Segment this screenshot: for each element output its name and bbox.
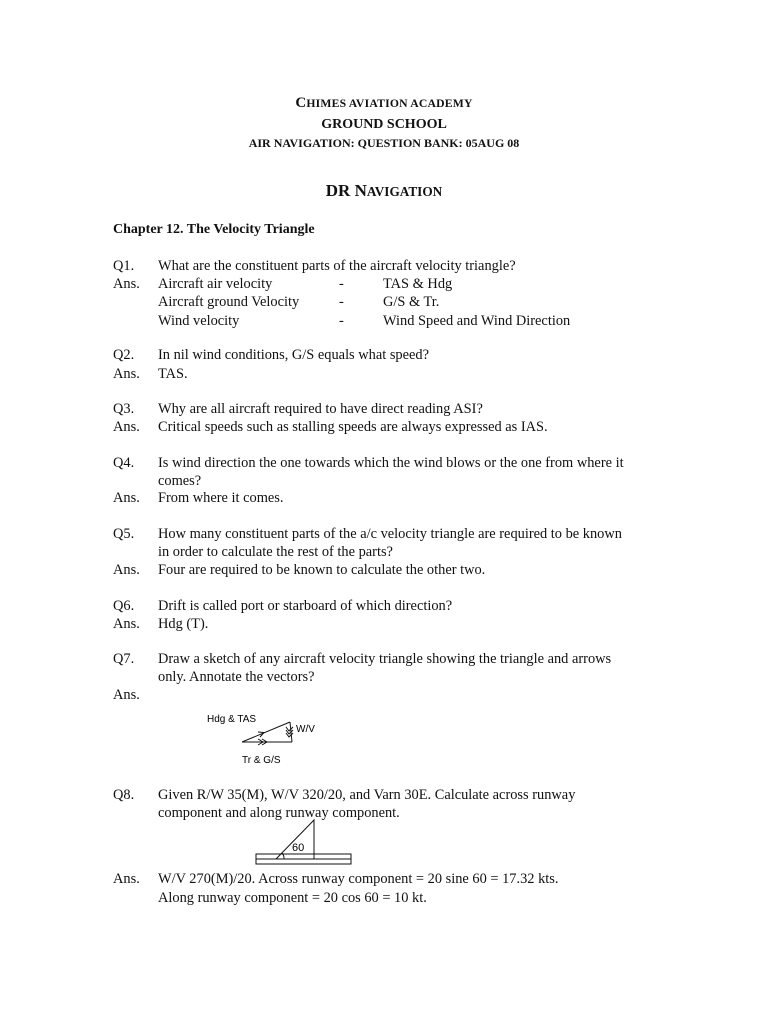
section-lead: DR N — [325, 181, 367, 200]
q6-answer: Hdg (T). — [158, 616, 209, 632]
q3-label: Q3. — [113, 401, 135, 417]
q7-text: only. Annotate the vectors? — [158, 669, 315, 685]
angle-label: 60 — [292, 842, 305, 854]
q1-row-dash: - — [339, 313, 344, 329]
q8-answer: Along runway component = 20 cos 60 = 10 kt. — [158, 890, 427, 906]
chapter-heading: Chapter 12. The Velocity Triangle — [113, 222, 315, 237]
velocity-triangle-diagram — [200, 708, 330, 770]
q2-text: In nil wind conditions, G/S equals what speed? — [158, 347, 429, 363]
runway-component-diagram — [250, 818, 360, 870]
q3-text: Why are all aircraft required to have direct reading ASI? — [158, 401, 483, 417]
q1-row-item: Wind velocity — [158, 313, 240, 329]
q2-label: Q2. — [113, 347, 135, 363]
hdg-tas-label: Hdg & TAS — [207, 714, 257, 725]
question-bank-heading: AIR NAVIGATION: QUESTION BANK: 05AUG 08 — [248, 136, 520, 150]
heading-vector — [242, 722, 290, 742]
q1-label: Q1. — [113, 258, 135, 274]
q6-ans-label: Ans. — [113, 616, 140, 632]
q8-text: Given R/W 35(M), W/V 320/20, and Varn 30E. Calculate across runway — [158, 787, 576, 803]
q8-answer: W/V 270(M)/20. Across runway component = 20 sine 60 = 17.32 kts. — [158, 871, 559, 887]
q7-text: Draw a sketch of any aircraft velocity triangle showing the triangle and arrows — [158, 651, 612, 667]
section-rest: AVIGATION — [366, 184, 443, 199]
q2-ans-label: Ans. — [113, 366, 140, 382]
q1-row-value: G/S & Tr. — [383, 294, 440, 310]
q8-label: Q8. — [113, 787, 135, 803]
q4-text: comes? — [158, 473, 202, 489]
tr-gs-label: Tr & G/S — [242, 755, 281, 766]
section-title — [0, 181, 768, 201]
q8-text: component and along runway component. — [158, 805, 400, 821]
q6-label: Q6. — [113, 598, 135, 614]
q4-text: Is wind direction the one towards which the wind blows or the one from where it — [158, 455, 624, 471]
q5-answer: Four are required to be known to calculate the other two. — [158, 562, 486, 578]
q8-ans-label: Ans. — [113, 871, 140, 887]
q3-ans-label: Ans. — [113, 419, 140, 435]
q3-answer: Critical speeds such as stalling speeds are always expressed as IAS. — [158, 419, 548, 435]
q4-ans-label: Ans. — [113, 490, 140, 506]
q1-ans-label: Ans. — [113, 276, 140, 292]
q1-row-value: TAS & Hdg — [383, 276, 453, 292]
q4-answer: From where it comes. — [158, 490, 284, 506]
q2-answer: TAS. — [158, 366, 188, 382]
q4-label: Q4. — [113, 455, 135, 471]
q1-row-item: Aircraft ground Velocity — [158, 294, 300, 310]
ground-school-heading: GROUND SCHOOL — [321, 117, 447, 132]
q5-text: in order to calculate the rest of the parts? — [158, 544, 393, 560]
academy-title — [0, 95, 768, 112]
q1-row-dash: - — [339, 276, 344, 292]
wv-label: W/V — [296, 724, 315, 735]
q5-label: Q5. — [113, 526, 135, 542]
q1-row-value: Wind Speed and Wind Direction — [383, 313, 571, 329]
q7-ans-label: Ans. — [113, 687, 140, 703]
q1-row-item: Aircraft air velocity — [158, 276, 273, 292]
q5-ans-label: Ans. — [113, 562, 140, 578]
q5-text: How many constituent parts of the a/c velocity triangle are required to be known — [158, 526, 622, 542]
q6-text: Drift is called port or starboard of which direction? — [158, 598, 453, 614]
q1-text: What are the constituent parts of the aircraft velocity triangle? — [158, 258, 516, 274]
q7-label: Q7. — [113, 651, 135, 667]
title-rest: HIMES AVIATION ACADEMY — [306, 97, 473, 110]
title-lead: C — [295, 95, 307, 111]
q1-row-dash: - — [339, 294, 344, 310]
